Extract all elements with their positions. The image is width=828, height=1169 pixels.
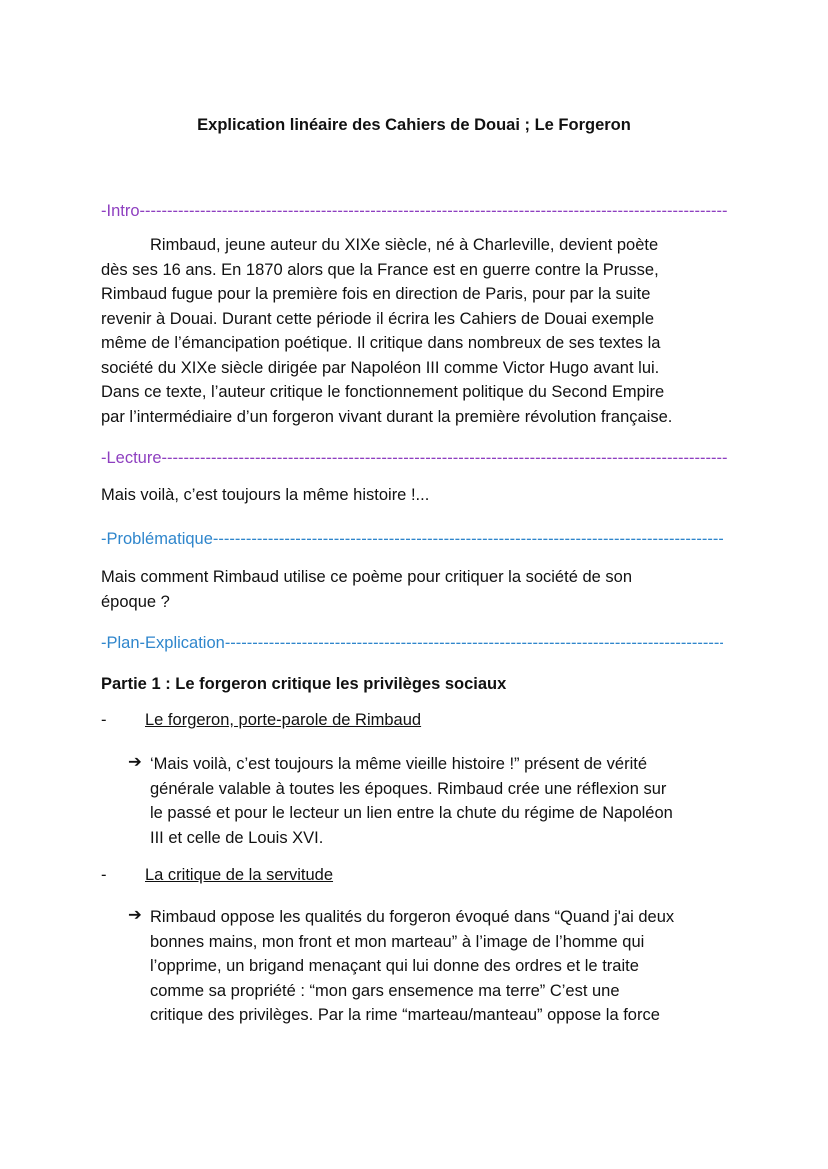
lecture-text (101, 483, 731, 508)
text-line: le passé et pour le lecteur un lien entre la chute du régime de Napoléon (150, 804, 673, 822)
section-heading-problematique (101, 527, 723, 551)
bullet-dash: - (101, 866, 107, 884)
text-line: critique des privilèges. Par la rime “marteau/manteau” oppose la force (150, 1006, 660, 1024)
section-label: -Problématique (101, 530, 213, 548)
subheading-porte-parole: Le forgeron, porte-parole de Rimbaud (145, 711, 422, 729)
text-line: société du XIXe siècle dirigée par Napoléon III comme Victor Hugo avant lui. (101, 358, 660, 377)
text-line: revenir à Douai. Durant cette période il écrira les Cahiers de Douai exemple (101, 309, 655, 328)
partie-1-title: Partie 1 : Le forgeron critique les privilèges sociaux (101, 675, 507, 693)
text-line: époque ? (101, 592, 170, 611)
text-line: l’opprime, un brigand menaçant qui lui donne des ordres et le traite (150, 957, 639, 975)
arrow-bullet-icon: ➔ (128, 906, 142, 924)
item-2-paragraph (150, 905, 730, 1028)
text-line: par l’intermédiaire d’un forgeron vivant durant la première révolution française. (101, 407, 673, 426)
text-line: ‘Mais voilà, c’est toujours la même vieille histoire !” présent de vérité (150, 755, 648, 773)
text-line: comme sa propriété : “mon gars ensemence ma terre” C’est une (150, 981, 620, 1000)
text-line: Dans ce texte, l’auteur critique le fonctionnement politique du Second Empire (101, 383, 665, 401)
text-line: bonnes mains, mon front et mon marteau” à l’image de l’homme qui (150, 932, 645, 951)
text-line: Mais voilà, c’est toujours la même histoire !... (101, 486, 430, 504)
text-line: Rimbaud, jeune auteur du XIXe siècle, né à Charleville, devient poète (150, 236, 659, 254)
item-1-paragraph (150, 752, 730, 850)
section-heading-plan (101, 631, 723, 655)
document-title: Explication linéaire des Cahiers de Douai ; Le Forgeron (197, 116, 631, 134)
text-line: Rimbaud oppose les qualités du forgeron évoqué dans “Quand j'ai deux (150, 908, 675, 926)
problematique-text (101, 565, 731, 614)
text-line: dès ses 16 ans. En 1870 alors que la France est en guerre contre la Prusse, (101, 260, 659, 279)
text-line: générale valable à toutes les époques. Rimbaud crée une réflexion sur (150, 779, 667, 798)
section-label: -Plan-Explication (101, 634, 225, 652)
text-line: III et celle de Louis XVI. (150, 828, 324, 847)
arrow-bullet-icon: ➔ (128, 753, 142, 771)
section-label: -Intro (101, 202, 140, 220)
intro-paragraph (101, 233, 731, 429)
subheading-servitude: La critique de la servitude (145, 866, 334, 884)
section-heading-lecture (101, 446, 727, 470)
text-line: même de l’émancipation poétique. Il critique dans nombreux de ses textes la (101, 334, 661, 352)
bullet-dash: - (101, 711, 107, 729)
text-line: Mais comment Rimbaud utilise ce poème pour critiquer la société de son (101, 568, 632, 586)
section-heading-intro (101, 199, 727, 223)
text-line: Rimbaud fugue pour la première fois en direction de Paris, pour par la suite (101, 285, 651, 303)
section-label: -Lecture (101, 449, 162, 467)
